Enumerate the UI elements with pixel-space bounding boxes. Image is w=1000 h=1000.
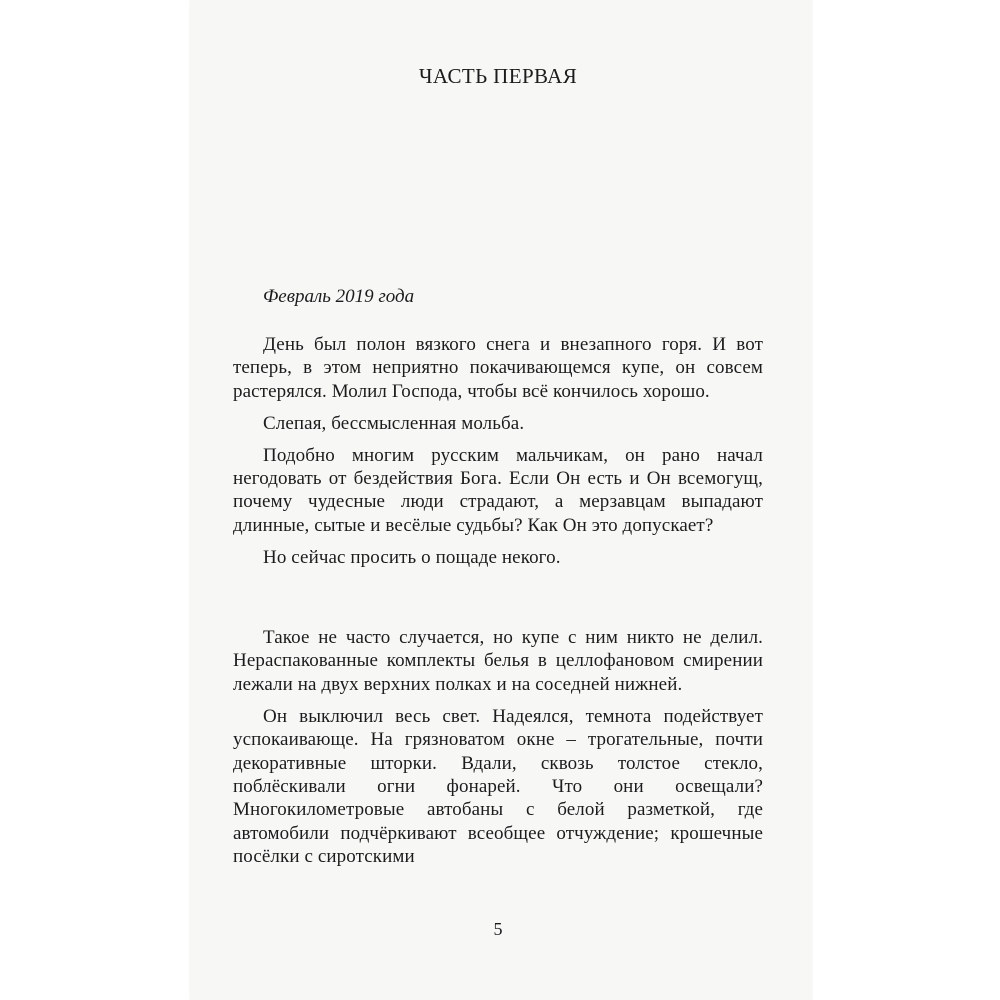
text-section-2 xyxy=(233,626,763,869)
paragraph: Подобно многим русским мальчикам, он рано начал негодовать от бездействия Бога. Если Он есть и Он всемогущ, почему чудесные люди страдают, а мерзавцам выпадают длинные, сытые и весёлые судьбы? Как Он это допускает? xyxy=(233,444,763,536)
part-title: ЧАСТЬ ПЕРВАЯ xyxy=(418,64,578,88)
paragraph: Слепая, бессмысленная мольба. xyxy=(263,412,525,434)
paragraph: Такое не часто случается, но купе с ним никто не делил. Нераспакованные комплекты белья в целлофановом смирении лежали на двух верхних полках и на соседней нижней. xyxy=(233,627,763,695)
text-section-1 xyxy=(233,333,763,569)
paragraph: Но сейчас просить о пощаде некого. xyxy=(263,546,561,568)
paragraph: Он выключил весь свет. Надеялся, темнота подействует успокаивающе. На грязноватом окне – трогательные, почти декоративные шторки. Вдали, сквозь толстое стекло, поблёскивали огни фонарей. Что они освещали? Многокилометровые автобаны с белой разметкой, где автомобили подчёркивают всеобщее отчуждение; крошечные посёлки с сиротскими xyxy=(233,705,763,868)
paragraph: День был полон вязкого снега и внезапного горя. И вот теперь, в этом неприятно покачивающемся купе, он совсем растерялся. Молил Господа, чтобы всё кончилось хорошо. xyxy=(233,334,763,402)
date-line: Февраль 2019 года xyxy=(263,286,415,307)
page-number: 5 xyxy=(493,919,503,939)
